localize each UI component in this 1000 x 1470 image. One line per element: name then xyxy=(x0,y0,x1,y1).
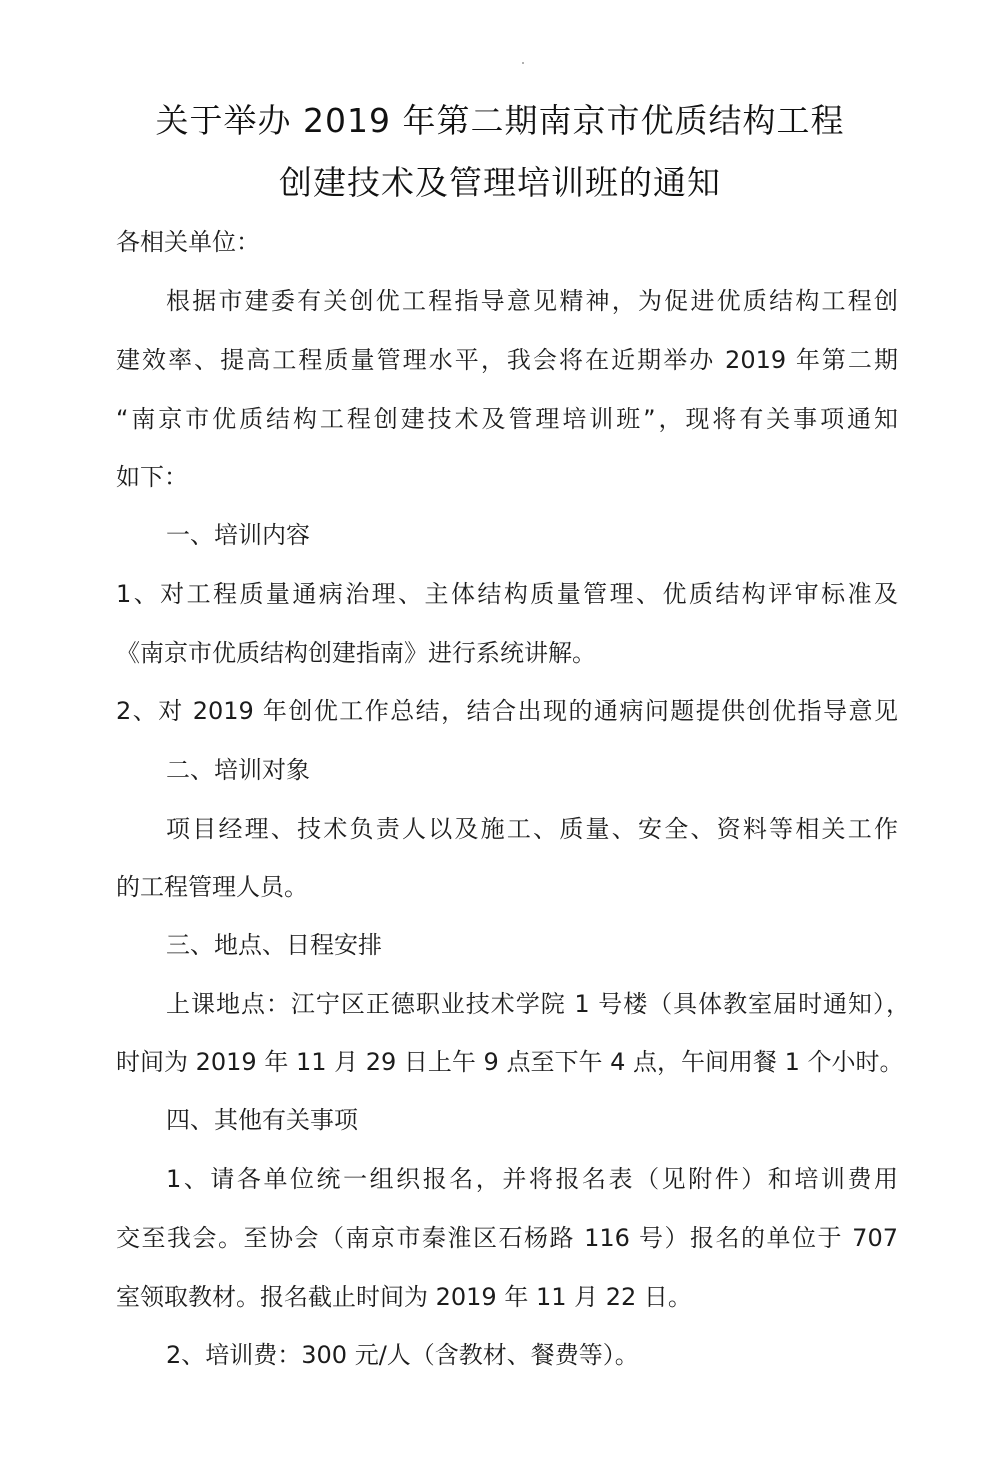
section-3-location: 上课地点：江宁区正德职业技术学院 1 号楼（具体教室届时通知）， xyxy=(166,990,910,1018)
section-4-item-1-line-3: 室领取教材。报名截止时间为 2019 年 11 月 22 日。 xyxy=(116,1283,692,1311)
section-3-schedule: 时间为 2019 年 11 月 29 日上午 9 点至下午 4 点，午间用餐 1 个小时。 xyxy=(116,1048,904,1076)
intro-line-1: 根据市建委有关创优工程指导意见精神，为促进优质结构工程创 xyxy=(166,287,898,315)
intro-line-3: “南京市优质结构工程创建技术及管理培训班”，现将有关事项通知 xyxy=(116,405,898,433)
intro-line-4: 如下： xyxy=(116,463,188,491)
section-1-item-1-line-1: 1、对工程质量通病治理、主体结构质量管理、优质结构评审标准及 xyxy=(116,580,898,608)
salutation: 各相关单位： xyxy=(116,228,260,256)
section-2-heading: 二、培训对象 xyxy=(166,756,310,784)
section-4-item-1-line-1: 1、请各单位统一组织报名，并将报名表（见附件）和培训费用 xyxy=(166,1165,898,1193)
section-4-item-1-line-2: 交至我会。至协会（南京市秦淮区石杨路 116 号）报名的单位于 707 xyxy=(116,1224,898,1252)
section-3-heading: 三、地点、日程安排 xyxy=(166,931,382,959)
section-1-item-2: 2、对 2019 年创优工作总结，结合出现的通病问题提供创优指导意见 xyxy=(116,697,898,725)
scan-speck xyxy=(522,62,524,64)
section-4-item-2: 2、培训费：300 元/人（含教材、餐费等）。 xyxy=(166,1341,639,1369)
section-2-line-2: 的工程管理人员。 xyxy=(116,873,308,901)
intro-line-2: 建效率、提高工程质量管理水平，我会将在近期举办 2019 年第二期 xyxy=(116,346,898,374)
section-2-line-1: 项目经理、技术负责人以及施工、质量、安全、资料等相关工作 xyxy=(166,815,898,843)
section-4-heading: 四、其他有关事项 xyxy=(166,1106,358,1134)
section-1-item-1-line-2: 《南京市优质结构创建指南》进行系统讲解。 xyxy=(116,639,596,667)
section-1-heading: 一、培训内容 xyxy=(166,521,310,549)
document-title-line-2: 创建技术及管理培训班的通知 xyxy=(279,163,721,202)
document-title-line-1: 关于举办 2019 年第二期南京市优质结构工程 xyxy=(155,101,845,140)
